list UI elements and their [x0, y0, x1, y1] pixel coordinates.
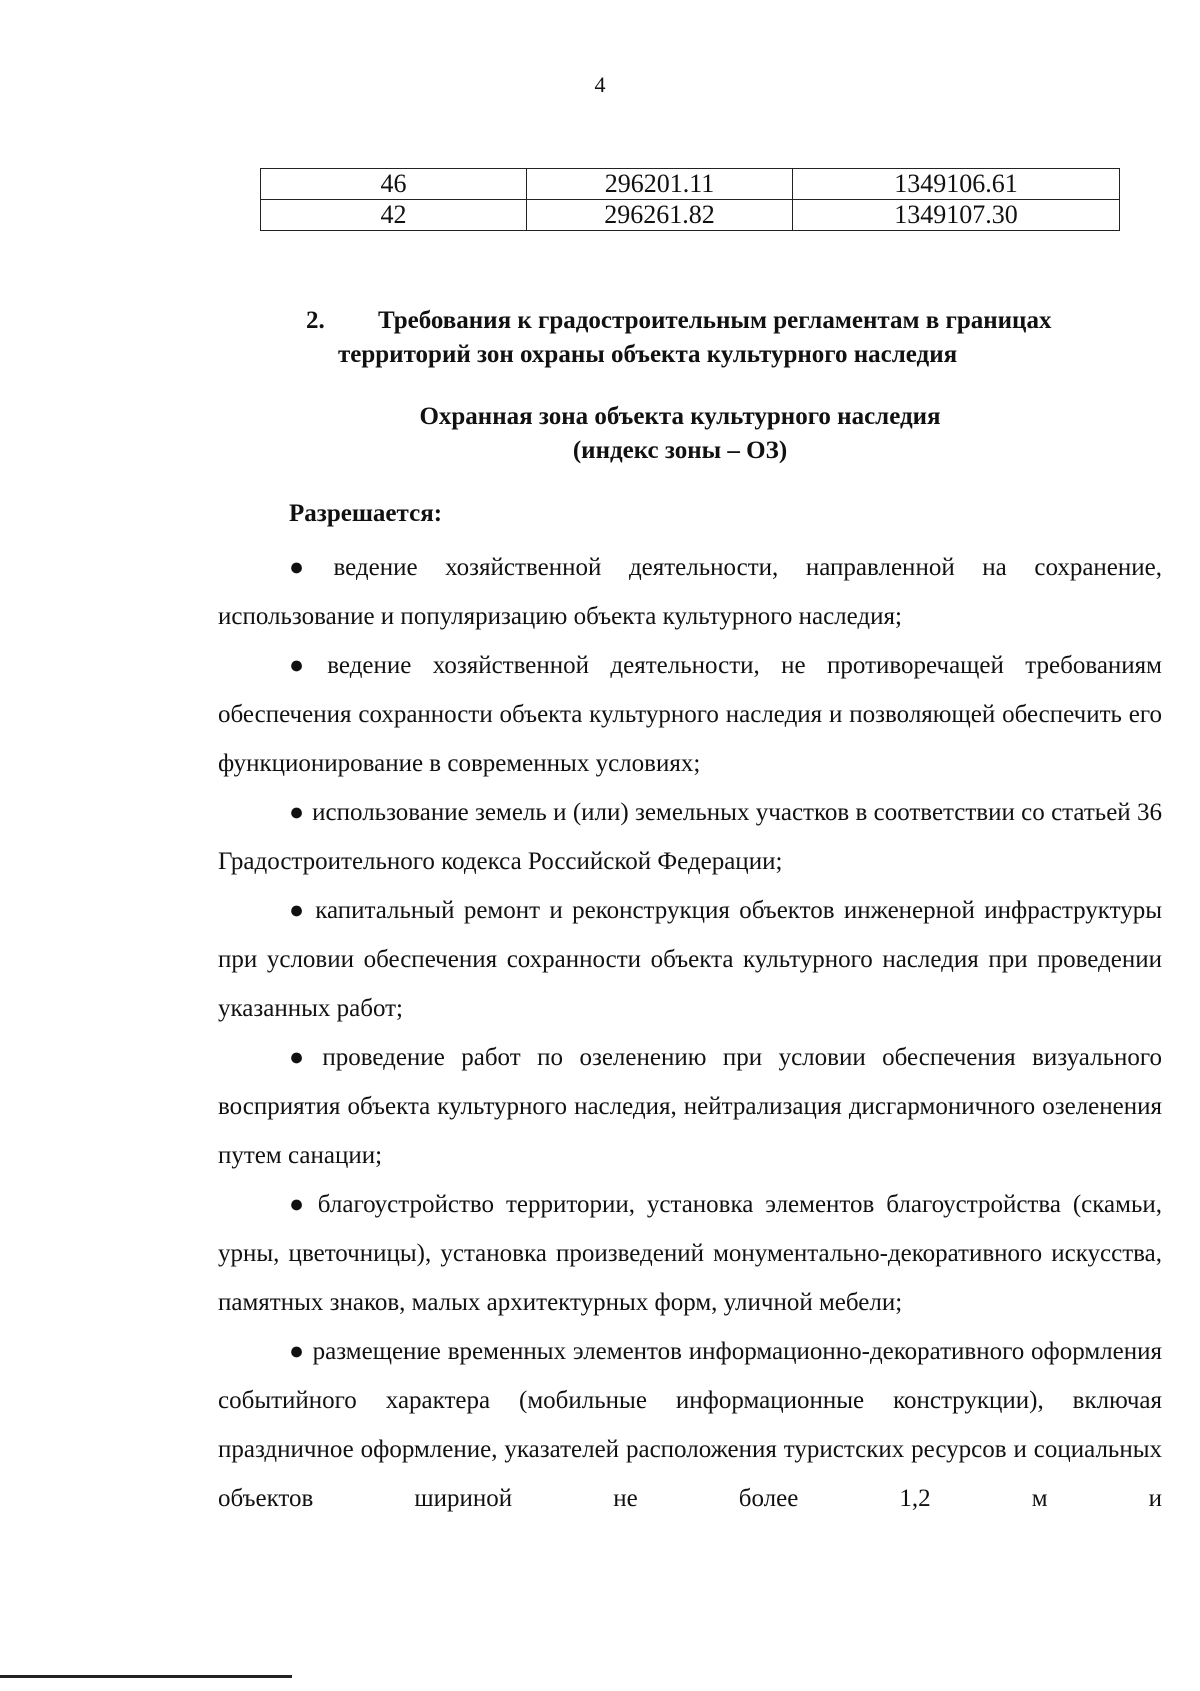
list-item-text: проведение работ по озеленению при условии обеспечения визуального восприятия объекта культурного наследия, нейтрализация дисгармоничного озеленения путем санации;: [218, 1044, 1162, 1169]
section-title-line2: территорий зон охраны объекта культурного наследия: [338, 341, 958, 368]
list-item-text: капитальный ремонт и реконструкция объектов инженерной инфраструктуры при условии обеспечения сохранности объекта культурного наследия при проведении указанных работ;: [218, 897, 1162, 1022]
allowed-heading: Разрешается:: [289, 500, 443, 527]
section-heading: [306, 304, 1146, 372]
table-cell-y: 1349106.61: [793, 169, 1120, 200]
list-item: [218, 543, 1162, 641]
table-row: [261, 169, 1120, 200]
page-number: 4: [594, 72, 606, 97]
table-cell-x: 296201.11: [527, 169, 793, 200]
allowed-list: [218, 543, 1162, 1523]
bullet-icon: ●: [289, 554, 326, 581]
bullet-icon: ●: [289, 1191, 310, 1218]
zone-title-line2: (индекс зоны – ОЗ): [572, 437, 788, 464]
list-item: [218, 788, 1162, 886]
coordinates-table: [260, 168, 1120, 231]
list-item: [218, 1327, 1162, 1523]
list-item-text: ведение хозяйственной деятельности, не противоречащей требованиям обеспечения сохранности объекта культурного наследия и позволяющей обеспечить его функционирование в современных условиях;: [218, 652, 1162, 777]
table-cell-point: 42: [261, 200, 527, 231]
list-item: [218, 641, 1162, 788]
bullet-icon: ●: [289, 799, 305, 826]
table-row: [261, 200, 1120, 231]
table-cell-point: 46: [261, 169, 527, 200]
section-title-line1: Требования к градостроительным регламентам в границах: [378, 307, 1052, 334]
bullet-icon: ●: [289, 652, 320, 679]
list-item-text: благоустройство территории, установка элементов благоустройства (скамьи, урны, цветочницы), установка произведений монументально-декоративного искусства, памятных знаков, малых архитектурных форм, уличной мебели;: [218, 1191, 1162, 1316]
zone-title-line1: Охранная зона объекта культурного наследия: [419, 403, 941, 430]
list-item-text: ведение хозяйственной деятельности, направленной на сохранение, использование и популяризацию объекта культурного наследия;: [218, 554, 1162, 630]
list-item-text: размещение временных элементов информационно-декоративного оформления событийного характера (мобильные информационные конструкции), включая праздничное оформление, указателей расположения туристских ресурсов и социальных объектов шириной не более 1,2 м и: [218, 1338, 1162, 1512]
list-item: [218, 886, 1162, 1033]
bullet-icon: ●: [289, 1044, 315, 1071]
footer-divider: [0, 1675, 292, 1678]
zone-title: [330, 400, 1030, 468]
list-item-text: использование земель и (или) земельных участков в соответствии со статьей 36 Градостроительного кодекса Российской Федерации;: [218, 799, 1162, 875]
list-item: [218, 1180, 1162, 1327]
bullet-icon: ●: [289, 1338, 305, 1365]
section-number: 2.: [306, 307, 325, 334]
list-item: [218, 1033, 1162, 1180]
table-cell-y: 1349107.30: [793, 200, 1120, 231]
bullet-icon: ●: [289, 897, 308, 924]
table-cell-x: 296261.82: [527, 200, 793, 231]
